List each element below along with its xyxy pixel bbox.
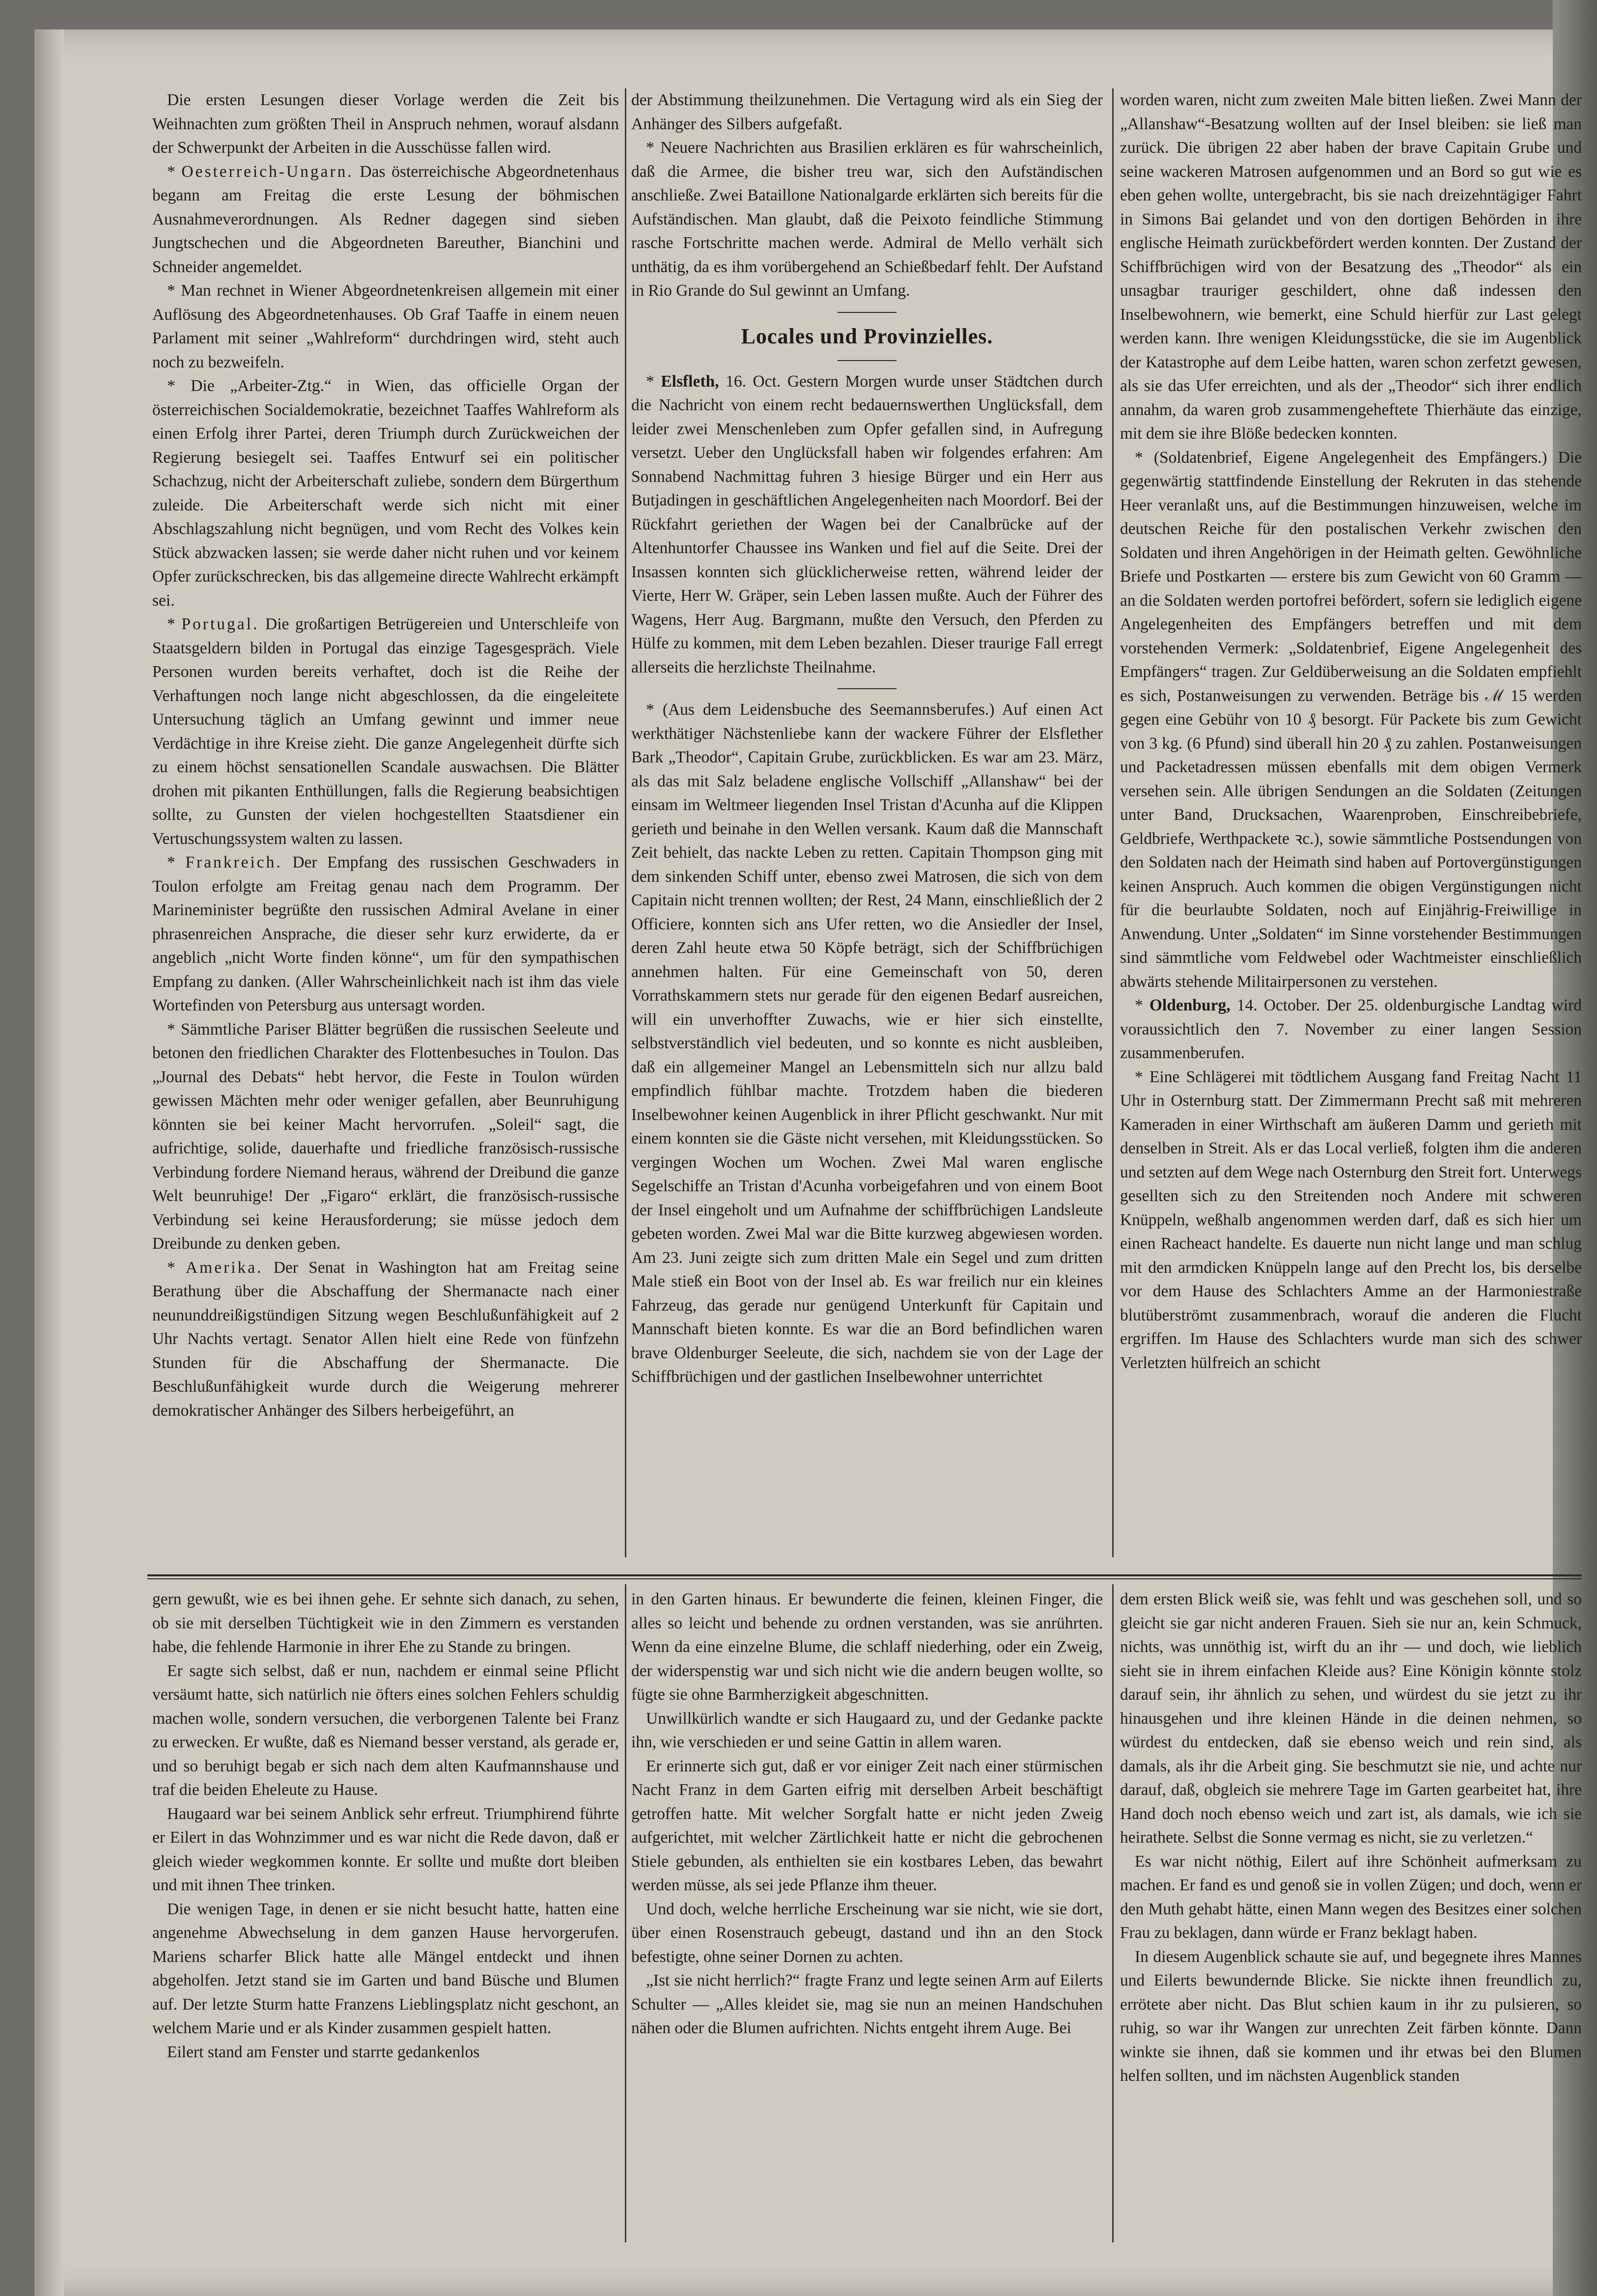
feuilleton-column-1 (152, 1588, 619, 2246)
story-paragraph: in den Garten hinaus. Er bewunderte die feinen, kleinen Finger, die alles so leicht und behende zu ordnen verstanden, was sie anrührten. Wenn da eine einzelne Blume, die schlaff niederhing, oder ein Zweig, der widerspenstig war und sich nicht wie die andern beugen wollte, so fügte sie ohne Barmherzigkeit abgeschnitten. (631, 1590, 1103, 1704)
page-binding-edge (34, 29, 64, 2296)
article-paragraph: der Abstimmung theilzunehmen. Die Vertagung wird als ein Sieg der Anhänger des Silbers aufgefaßt. (631, 91, 1103, 133)
section-heading: Locales und Provinzielles. (741, 324, 993, 348)
column-rule-3 (625, 1584, 626, 2242)
column-rule-1 (625, 88, 626, 1557)
article-text: Neuere Nachrichten aus Brasilien erklären es für wahrscheinlich, daß die Armee, die bisher treu war, sich den Aufständischen anschließe. Zwei Bataillone Nationalgarde erklärten sich bereits für die Aufständischen. Man glaubt, daß die Peixoto feindliche Stimmung rasche Fortschritte machen werde. Admiral de Mello verhält sich unthätig, da es ihm vorübergehend an Schießbedarf fehlt. Der Aufstand in Rio Grande do Sul gewinnt an Umfang. (631, 139, 1103, 300)
story-paragraph: Eilert stand am Fenster und starrte gedankenlos (167, 2043, 480, 2061)
article-paragraph: worden waren, nicht zum zweiten Male bitten ließen. Zwei Mann der „Allanshaw“-Besatzung wollten auf der Insel bleiben: sie ließ man zurück. Die übrigen 22 aber haben der brave Capitain Grube und seine wackeren Matrosen aufgenommen und an Bord so gut wie es eben gehen wollte, untergebracht, bis sie nach dreizehntägiger Fahrt in Simons Bai gelandet und von den dortigen Behörden in ihre englische Heimath zurückbefördert werden konnten. Der Zustand der Schiffbrüchigen wird von der Besatzung des „Theodor“ als ein unsagbar trauriger geschildert, ohne daß indessen den Inselbewohnern, wie bemerkt, eine Schuld hierfür zur Last gelegt werden kann. Ihre wenigen Kleidungsstücke, die sie im Augenblick der Katastrophe auf dem Leibe hatten, waren schon zerfetzt gewesen, als sie das Ufer erreichten, und als der „Theodor“ sich ihrer endlich annahm, da waren grob zusammengeheftete Thierhäute das einzige, mit dem sie ihre Blöße bedecken konnten. (1120, 91, 1582, 443)
feuilleton-column-3 (1120, 1588, 1582, 2246)
story-paragraph: dem ersten Blick weiß sie, was fehlt und was geschehen soll, und so gleicht sie gar nicht anderen Frauen. Sieh sie nur an, kein Schmuck, nichts, was unnöthig ist, wirft du an ihr — und doch, wie lieblich sieht sie in ihrem einfachen Kleide aus? Eine Königin könnte stolz darauf sein, ihr ähnlich zu sehen, und würdest du sie jetzt zu ihr hinausgehen und ihre kleinen Hände in die deinen nehmen, so würdest du entdecken, daß sie ebenso weich und rein sind, als damals, als ihr die Arbeit ging. Sie beschmutzt sie nie, und achte nur darauf, daß, obgleich sie mehrere Tage im Garten gearbeitet hat, ihre Hand doch noch ebenso weich und zart ist, als damals, wie ich sie heirathete. Selbst die Sonne vermag es nicht, sie zu verletzen.“ (1120, 1590, 1582, 1847)
article-paragraph: * (Aus dem Leidensbuche des Seemannsberufes.) Auf einen Act werkthätiger Nächstenliebe kann der wackere Führer der Elsflether Bark „Theodor“, Capitain Grube, zurückblicken. Es war am 23. März, als das mit Salz beladene englische Vollschiff „Allanshaw“ bei der einsam im Weltmeer liegenden Insel Tristan d'Acunha auf die Klippen gerieth und beinahe in den Wellen versank. Kaum daß die Mannschaft Zeit behielt, das nackte Leben zu retten. Capitain Thompson ging mit dem sinkenden Schiff unter, ebenso zwei Matrosen, die sich von dem Capitain nicht trennen wollten; der Rest, 24 Mann, einschließlich der 2 Officiere, konnten sich ans Ufer retten, wo die Ansiedler der Insel, deren Zahl heute etwa 50 Köpfe beträgt, sich der Schiffbrüchigen annehmen halten. Für eine Gemeinschaft von 50, deren Vorrathskammern stets nur gerade für den eigenen Bedarf ausreichen, will ein unverhoffter Zuwachs, wie er hier sich einstellte, selbstverständlich viel bedeuten, und so konnte es nicht ausbleiben, daß ein allgemeiner Mangel an Lebensmitteln sich nur allzu bald empfindlich fühlbar machte. Trotzdem haben die biederen Inselbewohner keinen Augenblick in ihrer Pflicht geschwankt. Nur mit einem konnten sie die Gäste nicht versehen, mit Kleidungsstücken. So vergingen Wochen um Wochen. Zwei Mal waren englische Segelschiffe an Tristan d'Acunha vorbeigefahren und von einem Boot der Insel eingeholt und um Aufnahme der schiffbrüchigen Landsleute gebeten worden. Zwei Mal war die Bitte kurzweg abgewiesen worden. Am 23. Juni zeigte sich zum dritten Male ein Segel und zum dritten Male stieß ein Boot von der Insel ab. Es war freilich nur ein kleines Fahrzeug, das gerade nur genügend Unterkunft für Capitain und Mannschaft bieten konnte. Es war die an Bord befindlichen waren brave Oldenburger Seeleute, die sich, nachdem sie von der Lage der Schiffbrüchigen und der gastlichen Inselbewohner unterrichtet (631, 700, 1103, 1386)
article-separator (838, 688, 897, 689)
story-paragraph: In diesem Augenblick schaute sie auf, und begegnete ihres Mannes und Eilerts bewundernde Blicke. Sie nickte ihnen freundlich zu, errötete aber nicht. Das Blut schien kaum in ihr zu pulsieren, so ruhig, so war ihr Wangen zur unrechten Zeit färben könnte. Dann winkte sie ihnen, daß sie kommen und ihr etwas bei den Blumen helfen sollten, und im nächsten Augenblick standen (1120, 1947, 1582, 2085)
article-paragraph: * Eine Schlägerei mit tödtlichem Ausgang fand Freitag Nacht 11 Uhr in Osternburg statt. Der Zimmermann Precht saß mit mehreren Kameraden in einer Wirthschaft am äußeren Damm und gerieth mit denselben in Streit. Als er das Local verließ, folgten ihm die anderen und setzten auf dem Wege nach Osternburg den Streit fort. Unterwegs gesellten sich zu den Streitenden noch Andere mit schweren Knüppeln, weßhalb angenommen werden darf, daß es sich hier um einen Racheact handelte. Es dauerte nun nicht lange und man schlug mit den armdicken Knüppeln lange auf den Precht los, bis derselbe vor dem Hause des Schlachters Amme an der Harmoniestraße blutüberströmt zusammenbrach, worauf die anderen die Flucht ergriffen. Im Hause des Schlachters wurde man sich des schwer Verletzten hülfreich an schicht (1120, 1067, 1582, 1372)
article-austria: * Oesterreich-Ungarn. Das österreichische Abgeordnetenhaus begann am Freitag die erste Lesung der böhmischen Ausnahmeverordnungen. Als Redner dagegen sind sieben Jungtschechen und die Abgeordneten Bareuther, Bianchini und Schneider angemeldet. (152, 162, 619, 276)
dateline: Oldenburg, (1149, 996, 1231, 1014)
article-portugal: * Portugal. Die großartigen Betrügereien und Unterschleife von Staatsgeldern bilden in Portugal das einzige Tagesgespräch. Viele Personen wurden bereits verhaftet, doch ist die Reihe der Verhaftungen noch lange nicht abgeschlossen, da die eingeleitete Untersuchung täglich an Umfang gewinnt und immer neue Verdächtige in ihre Kreise zieht. Die ganze Angelegenheit dürfte sich zu einem höchst sensationellen Scandale auswachsen. Die Blätter drohen mit pikanten Enthüllungen, falls die Regierung beabsichtigen sollte, zu Gunsten der vielen hochgestellten Staatsdiener ein Vertuschungssystem walten zu lassen. (152, 615, 619, 848)
feuilleton-column-2 (631, 1588, 1103, 2246)
article-text: Sämmtliche Pariser Blätter begrüßen die russischen Seeleute und betonen den friedlichen Charakter des Flottenbesuches in Toulon. Das „Journal des Debats“ hebt hervor, die Feste in Toulon würden gewissen Mächten mehr oder weniger gefallen, aber Beunruhigung könnten sie bei keiner Macht hervorrufen. „Soleil“ sagt, die aufrichtige, solide, dauerhafte und friedliche französisch-russische Verbindung fordere Niemand heraus, während der Dreibund die ganze Welt beunruhige! Der „Figaro“ erklärt, die französisch-russische Verbindung sei keine Herausforderung; sie müsse jedoch dem Dreibunde zu denken geben. (152, 1020, 619, 1253)
story-paragraph: gern gewußt, wie es bei ihnen gehe. Er sehnte sich danach, zu sehen, ob sie mit derselben Tüchtigkeit wie in den Zimmern es verstanden habe, die fehlende Harmonie in ihrer Ehe zu Stande zu bringen. (152, 1590, 619, 1656)
story-paragraph: Es war nicht nöthig, Eilert auf ihre Schönheit aufmerksam zu machen. Er fand es und genoß sie in vollen Zügen; und doch, wenn er den Muth gehabt hätte, einen Mann wegen des Besitzes einer solchen Frau zu beklagen, dann würde er Franz beklagt haben. (1120, 1852, 1582, 1942)
article-oldenburg: * Oldenburg, 14. October. Der 25. oldenburgische Landtag wird voraussichtlich den 7. November zu einer langen Session zusammenberufen. (1120, 996, 1582, 1062)
article-text: Das österreichische Abgeordnetenhaus begann am Freitag die erste Lesung der böhmischen Ausnahmeverordnungen. Als Redner dagegen sind sieben Jungtschechen und die Abgeordneten Bareuther, Bianchini und Schneider angemeldet. (152, 162, 619, 276)
story-paragraph: Die wenigen Tage, in denen er sie nicht besucht hatte, hatten eine angenehme Abwechselung in dem ganzen Hause hervorgerufen. Mariens scharfer Blick hatte alle Mängel entdeckt und ihnen abgeholfen. Jetzt stand sie im Garten und band Büsche und Blumen auf. Der letzte Sturm hatte Franzens Lieblingsplatz nicht geschont, an welchem Marie und er als Kinder zusammen gespielt hatten. (152, 1900, 619, 2037)
article-text: Der Senat in Washington hat am Freitag seine Berathung über die Abschaffung der Shermanacte nach einer neununddreißigstündigen Sitzung wegen Beschlußunfähigkeit auf 2 Uhr Nachts vertagt. Senator Allen hielt eine Rede von fünfzehn Stunden für die Abschaffung der Shermanacte. Die Beschlußunfähigkeit wurde durch die Weigerung mehrerer demokratischer Anhänger des Silbers herbeigeführt, an (152, 1258, 619, 1420)
news-column-provincial (1120, 88, 1582, 1552)
article-text: Die „Arbeiter-Ztg.“ in Wien, das officielle Organ der österreichischen Socialdemokratie, bezeichnet Taaffes Wahlreform als einen Erfolg ihrer Partei, deren Triumph durch Zurückweichen der Regierung besiegelt sei. Taaffes Entwurf sei ein politischer Schachzug, nicht der Arbeiterschaft zuliebe, sondern dem Bürgerthum zuleide. Die Arbeiterschaft werde sich nicht mit einer Abschlagszahlung nicht begnügen, und vom Recht des Volkes kein Stück abzwacken lassen; sie werde daher nicht ruhen und vor keinem Opfer zurückschrecken, bis das allgemeine directe Wahlrecht erkämpft sei. (152, 377, 619, 610)
article-paragraph: * Die „Arbeiter-Ztg.“ in Wien, das officielle Organ der österreichischen Socialdemokratie, bezeichnet Taaffes Wahlreform als einen Erfolg ihrer Partei, deren Triumph durch Zurückweichen der Regierung besiegelt sei. Taaffes Entwurf sei ein politischer Schachzug, nicht der Arbeiterschaft zuliebe, sondern dem Bürgerthum zuleide. Die Arbeiterschaft werde sich nicht mit einer Abschlagszahlung nicht begnügen, und vom Recht des Volkes kein Stück abzwacken lassen; sie werde daher nicht ruhen und vor keinem Opfer zurückschrecken, bis das allgemeine directe Wahlrecht erkämpft sei. (152, 377, 619, 610)
article-paragraph: * Man rechnet in Wiener Abgeordnetenkreisen allgemein mit einer Auflösung des Abgeordnetenhauses. Ob Graf Taaffe in einem neuen Parlament mit seiner „Wahlreform“ durchdringen wird, steht auch noch zu bezweifeln. (152, 281, 619, 371)
dateline: Portugal. (181, 615, 259, 633)
story-paragraph: Er erinnerte sich gut, daß er vor einiger Zeit nach einer stürmischen Nacht Franz in dem Garten eifrig mit derselben Arbeit beschäftigt getroffen hatte. Mit welcher Sorgfalt hatte er nicht jeden Zweig aufgerichtet, mit welcher Zärtlichkeit hatte er nicht die gebrochenen Stiele gebunden, als enthielten sie ein kostbares Leben, das bewahrt werden müsse, als sei jede Pflanze ihm theuer. (631, 1757, 1103, 1894)
dateline: Elsfleth, (661, 372, 719, 391)
article-text: Eine Schlägerei mit tödtlichem Ausgang fand Freitag Nacht 11 Uhr in Osternburg statt. Der Zimmermann Precht saß mit mehreren Kameraden in einer Wirthschaft am äußeren Damm und gerieth mit denselben in Streit. Als er das Local verließ, folgten ihm die anderen und setzten auf dem Wege nach Osternburg den Streit fort. Unterwegs gesellten sich zu den Streitenden noch Andere mit schweren Knüppeln, weßhalb angenommen werden darf, daß es sich hier um einen Racheact handelte. Es dauerte nun nicht lange und man schlug mit den armdicken Knüppeln lange auf den Precht los, bis derselbe vor dem Hause des Schlachters Amme an der Harmoniestraße blutüberströmt zusammenbrach, worauf die anderen die Flucht ergriffen. Im Hause des Schlachters wurde man sich des schwer Verletzten hülfreich an schicht (1120, 1067, 1582, 1372)
section-rule (838, 312, 897, 313)
story-paragraph: Und doch, welche herrliche Erscheinung war sie nicht, wie sie dort, über einen Rosenstrauch gebeugt, dastand und ihn an den Stock befestigte, ohne seiner Dornen zu achten. (631, 1900, 1103, 1966)
news-column-local (631, 88, 1103, 1552)
article-paragraph: Die ersten Lesungen dieser Vorlage werden die Zeit bis Weihnachten zum größten Theil in Anspruch nehmen, worauf alsdann der Schwerpunkt der Arbeiten in die Ausschüsse fallen wird. (152, 91, 619, 157)
column-rule-4 (1112, 1584, 1114, 2242)
article-text: (Soldatenbrief, Eigene Angelegenheit des Empfängers.) Die gegenwärtig stattfindende Einstellung der Rekruten in das stehende Heer veranlaßt uns, auf die Bestimmungen hinzuweisen, welche im deutschen Reiche für den postalischen Verkehr zwischen den Soldaten und ihren Angehörigen in der Heimath gelten. Gewöhnliche Briefe und Postkarten — erstere bis zum Gewicht von 60 Gramm — an die Soldaten werden portofrei befördert, sofern sie lediglich eigene Angelegenheiten des Empfängers betreffen und mit dem vorstehenden Vermerk: „Soldatenbrief, Eigene Angelegenheit des Empfängers“ tragen. Zur Geldüberweisung an die Soldaten empfiehlt es sich, Postanweisungen zu verwenden. Beträge bis ℳ 15 werden gegen eine Gebühr von 10 ₰ besorgt. Für Packete bis zum Gewicht von 3 kg. (6 Pfund) sind überall hin 20 ₰ zu zahlen. Postanweisungen und Packetadressen müssen ebenfalls mit dem obigen Vermerk versehen sein. Alle übrigen Sendungen an die Soldaten (Zeitungen unter Band, Drucksachen, Waarenproben, Einschreibebriefe, Geldbriefe, Werthpackete ꝛc.), sowie sämmtliche Postsendungen von den Soldaten nach der Heimath sind haben auf Portovergünstigungen keinen Anspruch. Auch kommen die obigen Vergünstigungen nicht für die beurlaubte Soldaten, noch auf Einjährig-Freiwillige in Anwendung. Unter „Soldaten“ im Sinne vorstehender Bestimmungen sind sämmtliche vom Feldwebel oder Wachtmeister einschließlich abwärts stehende Militairpersonen zu verstehen. (1120, 448, 1582, 991)
article-text: Man rechnet in Wiener Abgeordnetenkreisen allgemein mit einer Auflösung des Abgeordnetenhauses. Ob Graf Taaffe in einem neuen Parlament mit seiner „Wahlreform“ durchdringen wird, steht auch noch zu bezweifeln. (152, 281, 619, 371)
story-paragraph: „Ist sie nicht herrlich?“ fragte Franz und legte seinen Arm auf Eilerts Schulter — „Alles kleidet sie, mag sie nun an meinen Handschuhen nähen oder die Blumen aufrichten. Nichts entgeht ihrem Auge. Bei (631, 1971, 1103, 2037)
article-america: * Amerika. Der Senat in Washington hat am Freitag seine Berathung über die Abschaffung der Shermanacte nach einer neununddreißigstündigen Sitzung wegen Beschlußunfähigkeit auf 2 Uhr Nachts vertagt. Senator Allen hielt eine Rede von fünfzehn Stunden für die Abschaffung der Shermanacte. Die Beschlußunfähigkeit wurde durch die Weigerung mehrerer demokratischer Anhänger des Silbers herbeigeführt, an (152, 1258, 619, 1420)
feuilleton-divider-thin (147, 1578, 1582, 1579)
dateline: Amerika. (185, 1258, 263, 1277)
article-text: (Aus dem Leidensbuche des Seemannsberufes.) Auf einen Act werkthätiger Nächstenliebe kann der wackere Führer der Elsflether Bark „Theodor“, Capitain Grube, zurückblicken. Es war am 23. März, als das mit Salz beladene englische Vollschiff „Allanshaw“ bei der einsam im Weltmeer liegenden Insel Tristan d'Acunha auf die Klippen gerieth und beinahe in den Wellen versank. Kaum daß die Mannschaft Zeit behielt, das nackte Leben zu retten. Capitain Thompson ging mit dem sinkenden Schiff unter, ebenso zwei Matrosen, die sich von dem Capitain nicht trennen wollten; der Rest, 24 Mann, einschließlich der 2 Officiere, konnten sich ans Ufer retten, wo die Ansiedler der Insel, deren Zahl heute etwa 50 Köpfe beträgt, sich der Schiffbrüchigen annehmen halten. Für eine Gemeinschaft von 50, deren Vorrathskammern stets nur gerade für den eigenen Bedarf ausreichen, will ein unverhoffter Zuwachs, wie er hier sich einstellte, selbstverständlich viel bedeuten, und so konnte es nicht ausbleiben, daß ein allgemeiner Mangel an Lebensmitteln sich nur allzu bald empfindlich fühlbar machte. Trotzdem haben die biederen Inselbewohner keinen Augenblick in ihrer Pflicht geschwankt. Nur mit einem konnten sie die Gäste nicht versehen, mit Kleidungsstücken. So vergingen Wochen um Wochen. Zwei Mal waren englische Segelschiffe an Tristan d'Acunha vorbeigefahren und von einem Boot der Insel eingeholt und um Aufnahme der schiffbrüchigen Landsleute gebeten worden. Zwei Mal war die Bitte kurzweg abgewiesen worden. Am 23. Juni zeigte sich zum dritten Male ein Segel und zum dritten Male stieß ein Boot von der Insel ab. Es war freilich nur ein kleines Fahrzeug, das gerade nur genügend Unterkunft für Capitain und Mannschaft bieten konnte. Es war die an Bord befindlichen waren brave Oldenburger Seeleute, die sich, nachdem sie von der Lage der Schiffbrüchigen und der gastlichen Inselbewohner unterrichtet (631, 700, 1103, 1386)
article-paragraph: * Sämmtliche Pariser Blätter begrüßen die russischen Seeleute und betonen den friedlichen Charakter des Flottenbesuches in Toulon. Das „Journal des Debats“ hebt hervor, die Feste in Toulon würden gewissen Mächten mehr oder weniger gefallen, aber Beunruhigung könnten sie bei keiner Macht hervorrufen. „Soleil“ sagt, die aufrichtige, solide, dauerhafte und friedliche französisch-russische Verbindung fordere Niemand heraus, während der Dreibund die ganze Welt beunruhige! Der „Figaro“ erklärt, die französisch-russische Verbindung sei keine Herausforderung; sie müsse jedoch dem Dreibunde zu denken geben. (152, 1020, 619, 1253)
article-elsfleth: * Elsfleth, 16. Oct. Gestern Morgen wurde unser Städtchen durch die Nachricht von einem recht bedauernswerthen Unglücksfall, dem leider zwei Menschenleben zum Opfer gefallen sind, in Aufregung versetzt. Ueber den Unglücksfall haben wir folgendes erfahren: Am Sonnabend Nachmittag fuhren 3 hiesige Bürger und ein Herr aus Butjadingen in geschäftlichen Angelegenheiten nach Moordorf. Bei der Rückfahrt geriethen der Wagen bei der Canalbrücke auf der Altenhuntorfer Chaussee ins Wanken und fiel auf die Seite. Drei der Insassen konnten sich glücklicherweise retten, während leider der Vierte, Herr W. Gräper, sein Leben lassen mußte. Auch der Führer des Wagens, Herr Aug. Bargmann, mußte den Versuch, den Pferden zu Hülfe zu kommen, mit dem Leben bezahlen. Dieser traurige Fall erregt allerseits die herzlichste Theilnahme. (631, 372, 1103, 676)
article-paragraph: * (Soldatenbrief, Eigene Angelegenheit des Empfängers.) Die gegenwärtig stattfindende Einstellung der Rekruten in das stehende Heer veranlaßt uns, auf die Bestimmungen hinzuweisen, welche im deutschen Reiche für den postalischen Verkehr zwischen den Soldaten und ihren Angehörigen in der Heimath gelten. Gewöhnliche Briefe und Postkarten — erstere bis zum Gewicht von 60 Gramm — an die Soldaten werden portofrei befördert, sofern sie lediglich eigene Angelegenheiten des Empfängers betreffen und mit dem vorstehenden Vermerk: „Soldatenbrief, Eigene Angelegenheit des Empfängers“ tragen. Zur Geldüberweisung an die Soldaten empfiehlt es sich, Postanweisungen zu verwenden. Beträge bis ℳ 15 werden gegen eine Gebühr von 10 ₰ besorgt. Für Packete bis zum Gewicht von 3 kg. (6 Pfund) sind überall hin 20 ₰ zu zahlen. Postanweisungen und Packetadressen müssen ebenfalls mit dem obigen Vermerk versehen sein. Alle übrigen Sendungen an die Soldaten (Zeitungen unter Band, Drucksachen, Waarenproben, Einschreibebriefe, Geldbriefe, Werthpackete ꝛc.), sowie sämmtliche Postsendungen von den Soldaten nach der Heimath sind haben auf Portovergünstigungen keinen Anspruch. Auch kommen die obigen Vergünstigungen nicht für die beurlaubte Soldaten, noch auf Einjährig-Freiwillige in Anwendung. Unter „Soldaten“ im Sinne vorstehender Bestimmungen sind sämmtliche vom Feldwebel oder Wachtmeister einschließlich abwärts stehende Militairpersonen zu verstehen. (1120, 448, 1582, 991)
article-text: 14. October. Der 25. oldenburgische Landtag wird voraussichtlich den 7. November zu einer langen Session zusammenberufen. (1120, 996, 1582, 1062)
article-text: Der Empfang des russischen Geschwaders in Toulon erfolgte am Freitag genau nach dem Programm. Der Marineminister begrüßte den russischen Admiral Avelane in einer phrasenreichen Ansprache, die dieser sehr kurz erwiderte, da er angeblich „nicht Worte finden könne“, um für den sympathischen Empfang zu danken. (Aller Wahrscheinlichkeit nach ist ihm das viele Wortefinden von Petersburg aus untersagt worden. (152, 853, 619, 1014)
article-paragraph: * Neuere Nachrichten aus Brasilien erklären es für wahrscheinlich, daß die Armee, die bisher treu war, sich den Aufständischen anschließe. Zwei Bataillone Nationalgarde erklärten sich bereits für die Aufständischen. Man glaubt, daß die Peixoto feindliche Stimmung rasche Fortschritte machen werde. Admiral de Mello verhält sich unthätig, da es ihm vorübergehend an Schießbedarf fehlt. Der Aufstand in Rio Grande do Sul gewinnt an Umfang. (631, 139, 1103, 300)
section-rule (838, 360, 897, 361)
story-paragraph: Haugaard war bei seinem Anblick sehr erfreut. Triumphirend führte er Eilert in das Wohnzimmer und es war nicht die Rede davon, daß er gleich wieder wegkommen konnte. Er sollte und mußte dort bleiben und mit ihnen Thee trinken. (152, 1804, 619, 1894)
article-text: Die großartigen Betrügereien und Unterschleife von Staatsgeldern bilden in Portugal das einzige Tagesgespräch. Viele Personen wurden bereits verhaftet, doch ist die Reihe der Verhaftungen noch lange nicht abgeschlossen, da die eingeleitete Untersuchung täglich an Umfang gewinnt und immer neue Verdächtige in ihre Kreise zieht. Die ganze Angelegenheit dürfte sich zu einem höchst sensationellen Scandale auswachsen. Die Blätter drohen mit pikanten Enthüllungen, falls die Regierung beabsichtigen sollte, zu Gunsten der vielen hochgestellten Staatsdiener ein Vertuschungssystem walten zu lassen. (152, 615, 619, 848)
article-text: 16. Oct. Gestern Morgen wurde unser Städtchen durch die Nachricht von einem recht bedauernswerthen Unglücksfall, dem leider zwei Menschenleben zum Opfer gefallen sind, in Aufregung versetzt. Ueber den Unglücksfall haben wir folgendes erfahren: Am Sonnabend Nachmittag fuhren 3 hiesige Bürger und ein Herr aus Butjadingen in geschäftlichen Angelegenheiten nach Moordorf. Bei der Rückfahrt geriethen der Wagen bei der Canalbrücke auf der Altenhuntorfer Chaussee ins Wanken und fiel auf die Seite. Drei der Insassen konnten sich glücklicherweise retten, während leider der Vierte, Herr W. Gräper, sein Leben lassen mußte. Auch der Führer des Wagens, Herr Aug. Bargmann, mußte den Versuch, den Pferden zu Hülfe zu kommen, mit dem Leben bezahlen. Dieser traurige Fall erregt allerseits die herzlichste Theilnahme. (631, 372, 1103, 676)
dateline: Oesterreich-Ungarn. (181, 162, 354, 181)
news-column-politics (152, 88, 619, 1552)
article-france: * Frankreich. Der Empfang des russischen Geschwaders in Toulon erfolgte am Freitag genau nach dem Programm. Der Marineminister begrüßte den russischen Admiral Avelane in einer phrasenreichen Ansprache, die dieser sehr kurz erwiderte, da er angeblich „nicht Worte finden könne“, um für den sympathischen Empfang zu danken. (Aller Wahrscheinlichkeit nach ist ihm das viele Wortefinden von Petersburg aus untersagt worden. (152, 853, 619, 1014)
story-paragraph: Unwillkürlich wandte er sich Haugaard zu, und der Gedanke packte ihn, wie verschieden er und seine Gattin in allem waren. (631, 1709, 1103, 1751)
column-rule-2 (1112, 88, 1114, 1557)
story-paragraph: Er sagte sich selbst, daß er nun, nachdem er einmal seine Pflicht versäumt hatte, sich natürlich nie öfters eines solchen Fehlers schuldig machen wolle, sondern versuchen, die verborgenen Talente bei Franz zu erwecken. Er wußte, daß es Niemand besser verstand, als gerade er, und so beruhigt begab er sich nach dem alten Kaufmannshause und traf die beiden Eheleute zu Hause. (152, 1661, 619, 1799)
dateline: Frankreich. (185, 853, 282, 871)
feuilleton-divider (147, 1574, 1582, 1576)
